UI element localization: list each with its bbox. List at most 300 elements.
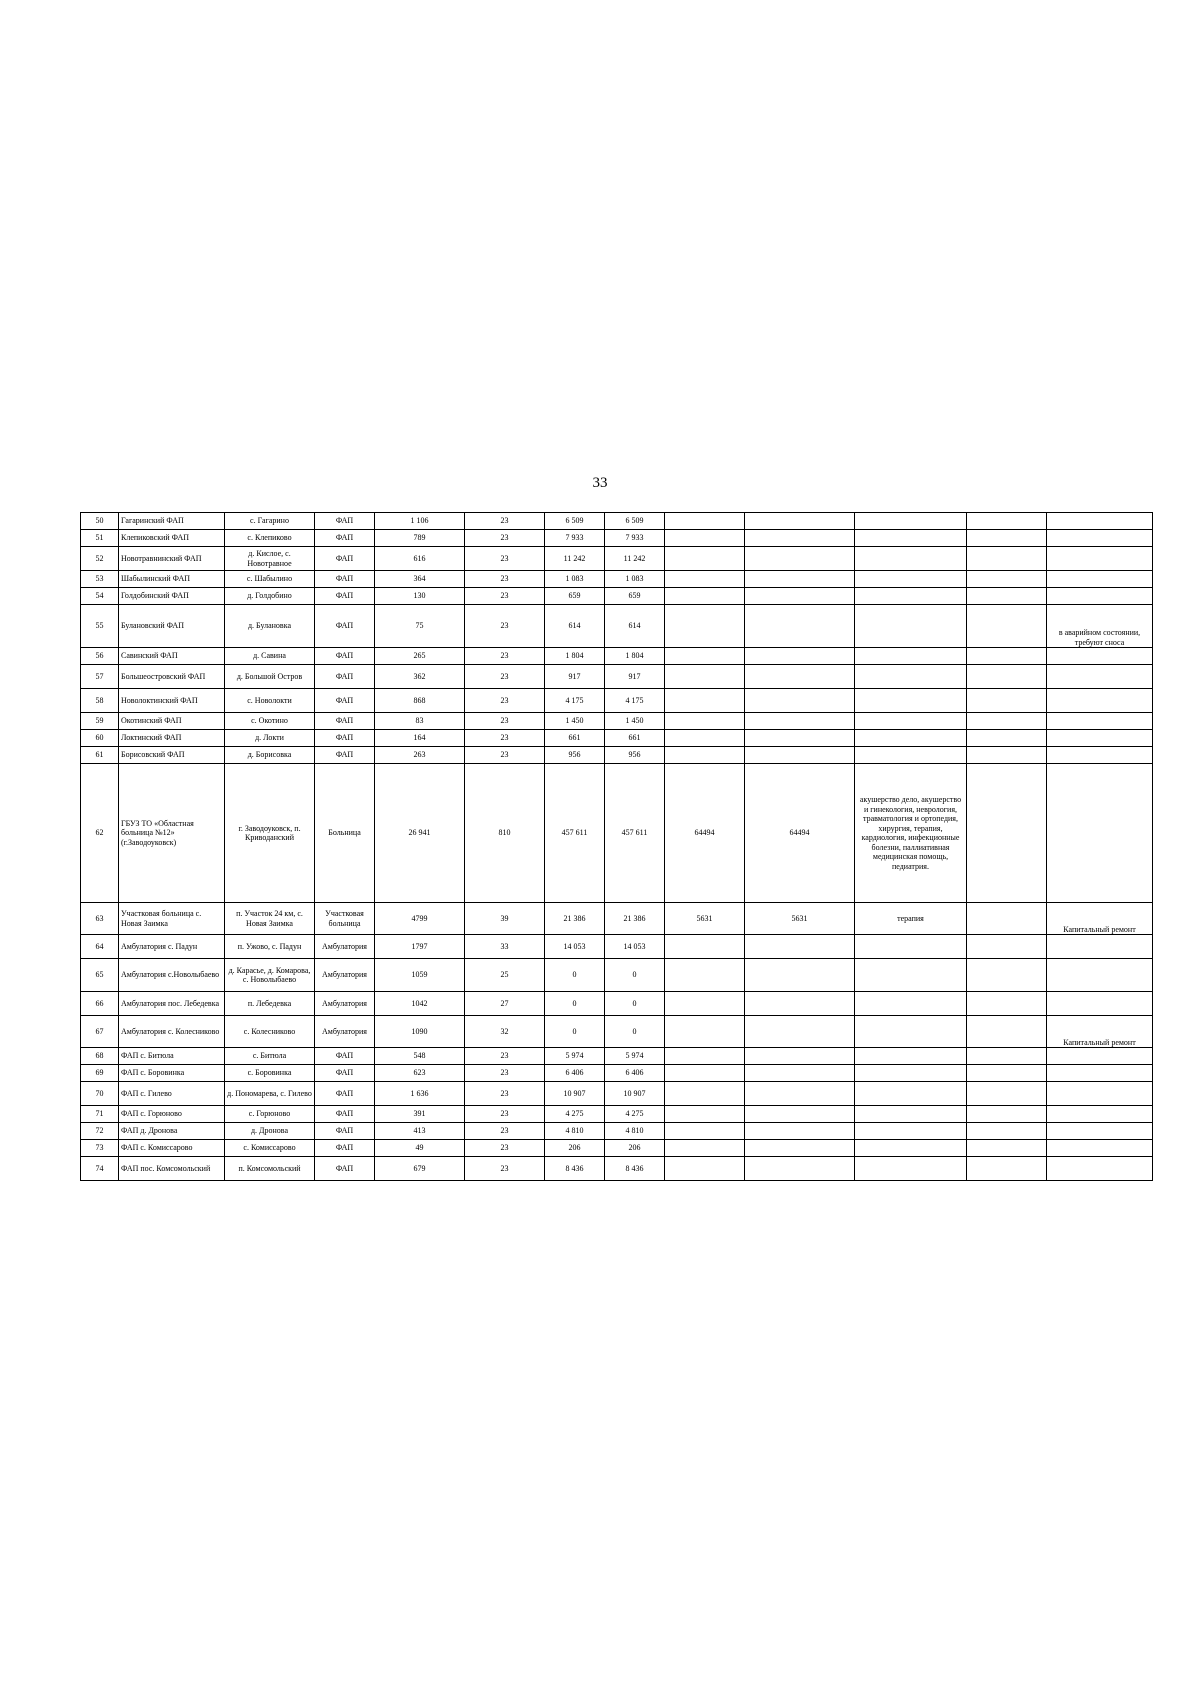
row-number-cell: 69	[81, 1065, 119, 1082]
facility-type-cell: ФАП	[315, 730, 375, 747]
facility-name-cell: Амбулатория пос. Лебедевка	[119, 992, 225, 1016]
col11-cell	[967, 648, 1047, 665]
col9-cell: 5631	[745, 903, 855, 935]
col8-cell	[665, 1123, 745, 1140]
col7-cell: 1 083	[605, 571, 665, 588]
table-row	[81, 1140, 1153, 1157]
row-number-cell: 63	[81, 903, 119, 935]
col9-cell: 64494	[745, 764, 855, 903]
table-row	[81, 713, 1153, 730]
facility-type-cell: ФАП	[315, 530, 375, 547]
location-cell: с. Клепиково	[225, 530, 315, 547]
col7-cell: 0	[605, 959, 665, 992]
facility-name-cell: Локтинский ФАП	[119, 730, 225, 747]
row-number-cell: 50	[81, 513, 119, 530]
col8-cell	[665, 547, 745, 571]
facility-name-cell: Участковая больница с. Новая Заимка	[119, 903, 225, 935]
col9-cell	[745, 1123, 855, 1140]
col6-cell: 8 436	[545, 1157, 605, 1181]
facility-name-cell: Амбулатория с. Колесниково	[119, 1016, 225, 1048]
col9-cell	[745, 571, 855, 588]
row-number-cell: 53	[81, 571, 119, 588]
table-row	[81, 605, 1153, 648]
col7-cell: 21 386	[605, 903, 665, 935]
facility-type-cell: Амбулатория	[315, 992, 375, 1016]
population-cell: 413	[375, 1123, 465, 1140]
services-cell	[855, 530, 967, 547]
col5-cell: 23	[465, 1140, 545, 1157]
col6-cell: 7 933	[545, 530, 605, 547]
col11-cell	[967, 730, 1047, 747]
col8-cell	[665, 730, 745, 747]
col5-cell: 23	[465, 547, 545, 571]
services-cell	[855, 730, 967, 747]
col8-cell	[665, 747, 745, 764]
col5-cell: 23	[465, 1123, 545, 1140]
services-cell	[855, 713, 967, 730]
col9-cell	[745, 1157, 855, 1181]
row-number-cell: 60	[81, 730, 119, 747]
col6-cell: 4 175	[545, 689, 605, 713]
col8-cell	[665, 1140, 745, 1157]
page-number: 33	[592, 475, 608, 491]
table-row	[81, 959, 1153, 992]
facility-name-cell: ФАП пос. Комсомольский	[119, 1157, 225, 1181]
table-row	[81, 1048, 1153, 1065]
facility-name-cell: Савинский ФАП	[119, 648, 225, 665]
note-cell	[1047, 713, 1153, 730]
table-row	[81, 1157, 1153, 1181]
table-body	[81, 513, 1153, 1181]
location-cell: п. Комсомольский	[225, 1157, 315, 1181]
location-cell: с. Новолокти	[225, 689, 315, 713]
col8-cell	[665, 959, 745, 992]
col11-cell	[967, 764, 1047, 903]
location-cell: д. Пономарева, с. Гилево	[225, 1082, 315, 1106]
table-row	[81, 513, 1153, 530]
col5-cell: 27	[465, 992, 545, 1016]
services-cell	[855, 1106, 967, 1123]
note-cell	[1047, 547, 1153, 571]
col8-cell	[665, 689, 745, 713]
location-cell: с. Битюла	[225, 1048, 315, 1065]
col11-cell	[967, 665, 1047, 689]
col5-cell: 23	[465, 571, 545, 588]
facility-type-cell: ФАП	[315, 1106, 375, 1123]
population-cell: 789	[375, 530, 465, 547]
table-row	[81, 588, 1153, 605]
note-cell	[1047, 1123, 1153, 1140]
location-cell: с. Колесниково	[225, 1016, 315, 1048]
note-cell	[1047, 1048, 1153, 1065]
col5-cell: 23	[465, 730, 545, 747]
col7-cell: 5 974	[605, 1048, 665, 1065]
col6-cell: 6 406	[545, 1065, 605, 1082]
location-cell: п. Участок 24 км, с. Новая Заимка	[225, 903, 315, 935]
col5-cell: 23	[465, 648, 545, 665]
population-cell: 4799	[375, 903, 465, 935]
col5-cell: 23	[465, 713, 545, 730]
facility-name-cell: Новотравнинский ФАП	[119, 547, 225, 571]
col9-cell	[745, 1082, 855, 1106]
col9-cell	[745, 1048, 855, 1065]
facility-type-cell: ФАП	[315, 547, 375, 571]
col5-cell: 33	[465, 935, 545, 959]
table-row	[81, 935, 1153, 959]
row-number-cell: 64	[81, 935, 119, 959]
note-cell: Капитальный ремонт	[1047, 1016, 1153, 1048]
col11-cell	[967, 1123, 1047, 1140]
location-cell: д. Булановка	[225, 605, 315, 648]
facilities-table	[80, 512, 1153, 1181]
location-cell: п. Ужово, с. Падун	[225, 935, 315, 959]
col5-cell: 23	[465, 1048, 545, 1065]
facility-type-cell: ФАП	[315, 588, 375, 605]
col11-cell	[967, 1140, 1047, 1157]
col5-cell: 23	[465, 530, 545, 547]
location-cell: д. Карасье, д. Комарова, с. Новолыбаево	[225, 959, 315, 992]
note-cell	[1047, 1106, 1153, 1123]
services-cell	[855, 1048, 967, 1065]
col11-cell	[967, 547, 1047, 571]
col6-cell: 11 242	[545, 547, 605, 571]
facility-type-cell: ФАП	[315, 1048, 375, 1065]
col11-cell	[967, 747, 1047, 764]
col6-cell: 917	[545, 665, 605, 689]
col5-cell: 23	[465, 747, 545, 764]
row-number-cell: 72	[81, 1123, 119, 1140]
col9-cell	[745, 1016, 855, 1048]
population-cell: 1 636	[375, 1082, 465, 1106]
population-cell: 49	[375, 1140, 465, 1157]
population-cell: 26 941	[375, 764, 465, 903]
population-cell: 75	[375, 605, 465, 648]
row-number-cell: 56	[81, 648, 119, 665]
col6-cell: 661	[545, 730, 605, 747]
note-cell	[1047, 1140, 1153, 1157]
col6-cell: 206	[545, 1140, 605, 1157]
col9-cell	[745, 665, 855, 689]
row-number-cell: 74	[81, 1157, 119, 1181]
row-number-cell: 54	[81, 588, 119, 605]
col7-cell: 659	[605, 588, 665, 605]
location-cell: д. Локти	[225, 730, 315, 747]
col7-cell: 1 804	[605, 648, 665, 665]
col11-cell	[967, 530, 1047, 547]
services-cell	[855, 648, 967, 665]
col9-cell	[745, 959, 855, 992]
row-number-cell: 70	[81, 1082, 119, 1106]
location-cell: с. Гагарино	[225, 513, 315, 530]
facility-name-cell: ФАП с. Боровинка	[119, 1065, 225, 1082]
services-cell	[855, 547, 967, 571]
facility-name-cell: Амбулатория с. Падун	[119, 935, 225, 959]
col7-cell: 4 810	[605, 1123, 665, 1140]
col5-cell: 25	[465, 959, 545, 992]
services-cell	[855, 747, 967, 764]
col7-cell: 7 933	[605, 530, 665, 547]
col6-cell: 0	[545, 959, 605, 992]
facility-name-cell: ФАП д. Дронова	[119, 1123, 225, 1140]
col6-cell: 6 509	[545, 513, 605, 530]
facility-type-cell: ФАП	[315, 1157, 375, 1181]
col5-cell: 23	[465, 1082, 545, 1106]
table-row	[81, 1123, 1153, 1140]
col6-cell: 0	[545, 1016, 605, 1048]
col9-cell	[745, 513, 855, 530]
location-cell: с. Горюново	[225, 1106, 315, 1123]
col11-cell	[967, 1065, 1047, 1082]
col6-cell: 1 083	[545, 571, 605, 588]
col8-cell	[665, 513, 745, 530]
col11-cell	[967, 713, 1047, 730]
population-cell: 362	[375, 665, 465, 689]
table-row	[81, 530, 1153, 547]
population-cell: 868	[375, 689, 465, 713]
location-cell: д. Большой Остров	[225, 665, 315, 689]
population-cell: 1 106	[375, 513, 465, 530]
col8-cell	[665, 1082, 745, 1106]
population-cell: 1797	[375, 935, 465, 959]
col5-cell: 23	[465, 1106, 545, 1123]
col6-cell: 5 974	[545, 1048, 605, 1065]
col7-cell: 614	[605, 605, 665, 648]
note-cell	[1047, 530, 1153, 547]
col6-cell: 1 450	[545, 713, 605, 730]
location-cell: д. Дронова	[225, 1123, 315, 1140]
table-row	[81, 764, 1153, 903]
col8-cell	[665, 1016, 745, 1048]
location-cell: с. Боровинка	[225, 1065, 315, 1082]
col8-cell	[665, 665, 745, 689]
note-cell	[1047, 1065, 1153, 1082]
population-cell: 364	[375, 571, 465, 588]
col7-cell: 917	[605, 665, 665, 689]
col7-cell: 0	[605, 1016, 665, 1048]
facility-type-cell: ФАП	[315, 571, 375, 588]
facility-type-cell: ФАП	[315, 605, 375, 648]
table-row	[81, 992, 1153, 1016]
row-number-cell: 51	[81, 530, 119, 547]
facility-type-cell: Амбулатория	[315, 959, 375, 992]
facility-type-cell: Амбулатория	[315, 935, 375, 959]
col6-cell: 1 804	[545, 648, 605, 665]
col8-cell	[665, 992, 745, 1016]
col7-cell: 206	[605, 1140, 665, 1157]
note-cell	[1047, 1157, 1153, 1181]
col6-cell: 0	[545, 992, 605, 1016]
facility-type-cell: ФАП	[315, 665, 375, 689]
col11-cell	[967, 1016, 1047, 1048]
col8-cell: 5631	[665, 903, 745, 935]
facility-type-cell: ФАП	[315, 689, 375, 713]
col11-cell	[967, 959, 1047, 992]
col11-cell	[967, 605, 1047, 648]
population-cell: 130	[375, 588, 465, 605]
col7-cell: 661	[605, 730, 665, 747]
location-cell: д. Савина	[225, 648, 315, 665]
facility-type-cell: ФАП	[315, 1123, 375, 1140]
col6-cell: 4 275	[545, 1106, 605, 1123]
col11-cell	[967, 571, 1047, 588]
note-cell	[1047, 689, 1153, 713]
table-row	[81, 1065, 1153, 1082]
col9-cell	[745, 689, 855, 713]
table-row	[81, 1106, 1153, 1123]
services-cell: акушерство дело, акушерство и гинекология, неврология, травматология и ортопедия, хирургия, терапия, кардиология, инфекционные болезни, паллиативная медицинская помощь, педиатрия.	[855, 764, 967, 903]
note-cell	[1047, 935, 1153, 959]
col7-cell: 4 275	[605, 1106, 665, 1123]
col8-cell	[665, 1048, 745, 1065]
facility-name-cell: ФАП с. Битюла	[119, 1048, 225, 1065]
population-cell: 164	[375, 730, 465, 747]
col6-cell: 21 386	[545, 903, 605, 935]
services-cell	[855, 665, 967, 689]
services-cell	[855, 959, 967, 992]
col9-cell	[745, 547, 855, 571]
row-number-cell: 57	[81, 665, 119, 689]
col7-cell: 6 509	[605, 513, 665, 530]
location-cell: п. Лебедевка	[225, 992, 315, 1016]
col7-cell: 4 175	[605, 689, 665, 713]
col7-cell: 956	[605, 747, 665, 764]
population-cell: 548	[375, 1048, 465, 1065]
col8-cell	[665, 713, 745, 730]
row-number-cell: 71	[81, 1106, 119, 1123]
location-cell: с. Комиссарово	[225, 1140, 315, 1157]
col7-cell: 457 611	[605, 764, 665, 903]
population-cell: 1090	[375, 1016, 465, 1048]
col8-cell: 64494	[665, 764, 745, 903]
col5-cell: 810	[465, 764, 545, 903]
facility-name-cell: ФАП с. Комиссарово	[119, 1140, 225, 1157]
table-row	[81, 1082, 1153, 1106]
col5-cell: 23	[465, 588, 545, 605]
services-cell	[855, 1082, 967, 1106]
facility-name-cell: Шабылинский ФАП	[119, 571, 225, 588]
note-cell	[1047, 764, 1153, 903]
facility-type-cell: Амбулатория	[315, 1016, 375, 1048]
services-cell	[855, 1140, 967, 1157]
col7-cell: 1 450	[605, 713, 665, 730]
table-row	[81, 730, 1153, 747]
population-cell: 83	[375, 713, 465, 730]
services-cell	[855, 1123, 967, 1140]
services-cell	[855, 1065, 967, 1082]
note-cell: Капитальный ремонт	[1047, 903, 1153, 935]
col9-cell	[745, 747, 855, 764]
col9-cell	[745, 992, 855, 1016]
location-cell: г. Заводоуковск, п. Криводанский	[225, 764, 315, 903]
col9-cell	[745, 1140, 855, 1157]
note-cell	[1047, 959, 1153, 992]
table-row	[81, 665, 1153, 689]
col9-cell	[745, 713, 855, 730]
col8-cell	[665, 1157, 745, 1181]
facility-name-cell: ФАП с. Горюново	[119, 1106, 225, 1123]
population-cell: 679	[375, 1157, 465, 1181]
location-cell: с. Окотино	[225, 713, 315, 730]
facility-name-cell: Гагаринский ФАП	[119, 513, 225, 530]
col9-cell	[745, 530, 855, 547]
col7-cell: 10 907	[605, 1082, 665, 1106]
facility-type-cell: ФАП	[315, 648, 375, 665]
col9-cell	[745, 1106, 855, 1123]
col5-cell: 32	[465, 1016, 545, 1048]
col8-cell	[665, 530, 745, 547]
facility-type-cell: ФАП	[315, 713, 375, 730]
row-number-cell: 73	[81, 1140, 119, 1157]
note-cell	[1047, 992, 1153, 1016]
location-cell: с. Шабылино	[225, 571, 315, 588]
facility-name-cell: Клепиковский ФАП	[119, 530, 225, 547]
facility-type-cell: ФАП	[315, 1065, 375, 1082]
table-row	[81, 1016, 1153, 1048]
note-cell	[1047, 588, 1153, 605]
col8-cell	[665, 648, 745, 665]
note-cell	[1047, 665, 1153, 689]
row-number-cell: 58	[81, 689, 119, 713]
population-cell: 263	[375, 747, 465, 764]
location-cell: д. Кислое, с. Новотравное	[225, 547, 315, 571]
facility-type-cell: Больница	[315, 764, 375, 903]
col8-cell	[665, 571, 745, 588]
col9-cell	[745, 605, 855, 648]
facility-name-cell: Борисовский ФАП	[119, 747, 225, 764]
col8-cell	[665, 605, 745, 648]
note-cell	[1047, 1082, 1153, 1106]
col8-cell	[665, 1106, 745, 1123]
col8-cell	[665, 1065, 745, 1082]
services-cell	[855, 513, 967, 530]
row-number-cell: 68	[81, 1048, 119, 1065]
services-cell	[855, 689, 967, 713]
note-cell	[1047, 730, 1153, 747]
row-number-cell: 65	[81, 959, 119, 992]
col5-cell: 23	[465, 1065, 545, 1082]
population-cell: 616	[375, 547, 465, 571]
facility-type-cell: ФАП	[315, 1140, 375, 1157]
services-cell	[855, 1016, 967, 1048]
col6-cell: 4 810	[545, 1123, 605, 1140]
col7-cell: 0	[605, 992, 665, 1016]
facility-name-cell: Окотинский ФАП	[119, 713, 225, 730]
facility-type-cell: ФАП	[315, 747, 375, 764]
table-row	[81, 903, 1153, 935]
col5-cell: 23	[465, 605, 545, 648]
col11-cell	[967, 689, 1047, 713]
table-row	[81, 689, 1153, 713]
facility-name-cell: Новолоктинский ФАП	[119, 689, 225, 713]
services-cell	[855, 571, 967, 588]
location-cell: д. Голдобино	[225, 588, 315, 605]
col5-cell: 39	[465, 903, 545, 935]
facility-type-cell: ФАП	[315, 513, 375, 530]
col6-cell: 14 053	[545, 935, 605, 959]
row-number-cell: 55	[81, 605, 119, 648]
col6-cell: 457 611	[545, 764, 605, 903]
facility-name-cell: ГБУЗ ТО «Областная больница №12» (г.Заводоуковск)	[119, 764, 225, 903]
row-number-cell: 59	[81, 713, 119, 730]
col8-cell	[665, 935, 745, 959]
col11-cell	[967, 935, 1047, 959]
facility-type-cell: ФАП	[315, 1082, 375, 1106]
row-number-cell: 61	[81, 747, 119, 764]
col6-cell: 614	[545, 605, 605, 648]
row-number-cell: 66	[81, 992, 119, 1016]
row-number-cell: 52	[81, 547, 119, 571]
services-cell	[855, 1157, 967, 1181]
